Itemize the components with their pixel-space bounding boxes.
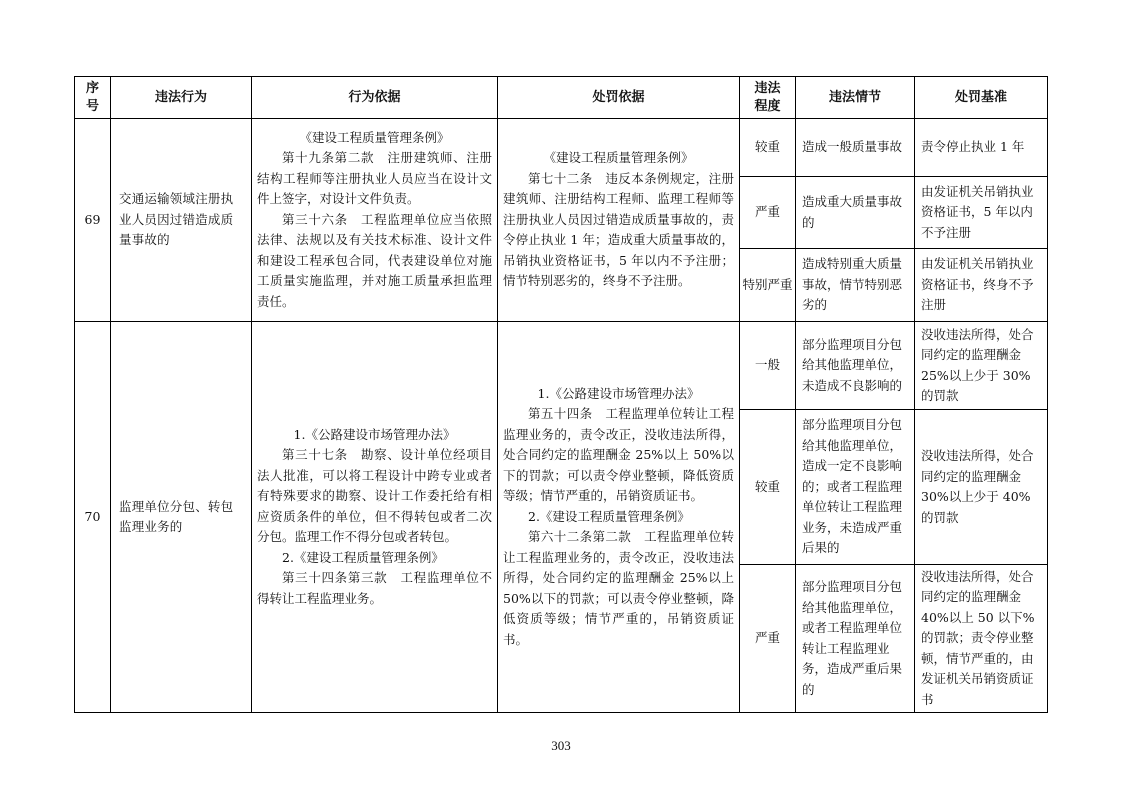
regulation-title: 1.《公路建设市场管理办法》 bbox=[293, 426, 456, 442]
penalty-standard: 责令停止执业 1 年 bbox=[915, 119, 1048, 177]
header-penalty-basis: 处罚依据 bbox=[498, 77, 740, 119]
regulation-title: 2.《建设工程质量管理条例》 bbox=[528, 508, 690, 524]
header-behavior: 违法行为 bbox=[111, 77, 252, 119]
header-behavior-basis: 行为依据 bbox=[252, 77, 498, 119]
header-situation: 违法情节 bbox=[796, 77, 915, 119]
regulation-title: 《建设工程质量管理条例》 bbox=[543, 150, 694, 166]
violation-situation: 造成特别重大质量事故，情节特别恶劣的 bbox=[796, 249, 915, 322]
violation-behavior: 监理单位分包、转包监理业务的 bbox=[111, 322, 252, 713]
regulation-title: 2.《建设工程质量管理条例》 bbox=[282, 549, 444, 565]
regulation-clause: 第三十七条 勘察、设计单位经项目法人批准，可以将工程设计中跨专业或者有特殊要求的勘察、设计工作委托给有相应资质条件的单位，但不得转包或者二次分包。监理工作不得分包或者转包。 bbox=[257, 447, 492, 545]
regulation-title: 1.《公路建设市场管理办法》 bbox=[537, 385, 700, 401]
behavior-basis bbox=[252, 119, 498, 322]
header-no-line1: 序 bbox=[85, 80, 99, 96]
regulation-clause: 第七十二条 违反本条例规定，注册建筑师、注册结构工程师、监理工程师等注册执业人员因过错造成质量事故的，责令停止执业 1 年；造成重大质量事故的，吊销执业资格证书，5 年以内不予注册；情节特别恶劣的，终身不予注册。 bbox=[503, 170, 734, 289]
table-row bbox=[75, 322, 1048, 410]
behavior-basis bbox=[252, 322, 498, 713]
violation-situation: 造成重大质量事故的 bbox=[796, 177, 915, 249]
row-number: 69 bbox=[75, 119, 111, 322]
penalty-standard: 没收违法所得，处合同约定的监理酬金 30%以上少于 40%的罚款 bbox=[915, 410, 1048, 565]
header-degree-line2: 程度 bbox=[754, 98, 781, 114]
penalty-standard: 没收违法所得，处合同约定的监理酬金 25%以上少于 30%的罚款 bbox=[915, 322, 1048, 410]
penalty-basis bbox=[498, 119, 740, 322]
page-number: 303 bbox=[551, 738, 571, 753]
regulation-clause: 第三十六条 工程监理单位应当依照法律、法规以及有关技术标准、设计文件和建设工程承包合同，代表建设单位对施工质量实施监理，并对施工质量承担监理责任。 bbox=[257, 211, 492, 309]
violation-degree: 较重 bbox=[740, 410, 796, 565]
header-degree-line1: 违法 bbox=[754, 80, 781, 96]
header-degree bbox=[740, 77, 796, 119]
regulation-clause: 第五十四条 工程监理单位转让工程监理业务的，责令改正，没收违法所得，处合同约定的监理酬金 25%以上 50%以下的罚款；可以责令停业整顿，降低资质等级；情节严重的，吊销资质证书。 bbox=[503, 406, 734, 504]
violation-situation: 部分监理项目分包给其他监理单位，造成一定不良影响的；或者工程监理单位转让工程监理业务，未造成严重后果的 bbox=[796, 410, 915, 565]
row-number: 70 bbox=[75, 322, 111, 713]
violation-degree: 较重 bbox=[740, 119, 796, 177]
violation-situation: 部分监理项目分包给其他监理单位，或者工程监理单位转让工程监理业务，造成严重后果的 bbox=[796, 565, 915, 713]
penalty-standard: 没收违法所得，处合同约定的监理酬金 40%以上 50 以下%的罚款；责令停业整顿，情节严重的，由发证机关吊销资质证书 bbox=[915, 565, 1048, 713]
regulation-title: 《建设工程质量管理条例》 bbox=[299, 129, 450, 145]
penalty-standard: 由发证机关吊销执业资格证书，终身不予注册 bbox=[915, 249, 1048, 322]
table-row bbox=[75, 119, 1048, 177]
violation-degree: 一般 bbox=[740, 322, 796, 410]
penalty-standard-table bbox=[74, 76, 1048, 713]
violation-situation: 造成一般质量事故 bbox=[796, 119, 915, 177]
penalty-standard: 由发证机关吊销执业资格证书，5 年以内不予注册 bbox=[915, 177, 1048, 249]
violation-behavior: 交通运输领域注册执业人员因过错造成质量事故的 bbox=[111, 119, 252, 322]
regulation-clause: 第六十二条第二款 工程监理单位转让工程监理业务的，责令改正，没收违法所得，处合同约定的监理酬金 25%以上 50%以下的罚款；可以责令停业整顿，降低资质等级；情节严重的，吊销资质证书。 bbox=[503, 529, 734, 647]
violation-degree: 严重 bbox=[740, 565, 796, 713]
violation-situation: 部分监理项目分包给其他监理单位，未造成不良影响的 bbox=[796, 322, 915, 410]
penalty-basis bbox=[498, 322, 740, 713]
violation-degree: 严重 bbox=[740, 177, 796, 249]
header-no bbox=[75, 77, 111, 119]
header-standard: 处罚基准 bbox=[915, 77, 1048, 119]
header-no-line2: 号 bbox=[85, 98, 99, 114]
violation-degree: 特别严重 bbox=[740, 249, 796, 322]
regulation-clause: 第三十四条第三款 工程监理单位不得转让工程监理业务。 bbox=[257, 570, 492, 606]
regulation-clause: 第十九条第二款 注册建筑师、注册结构工程师等注册执业人员应当在设计文件上签字，对设计文件负责。 bbox=[257, 150, 492, 207]
header-row bbox=[75, 77, 1048, 119]
